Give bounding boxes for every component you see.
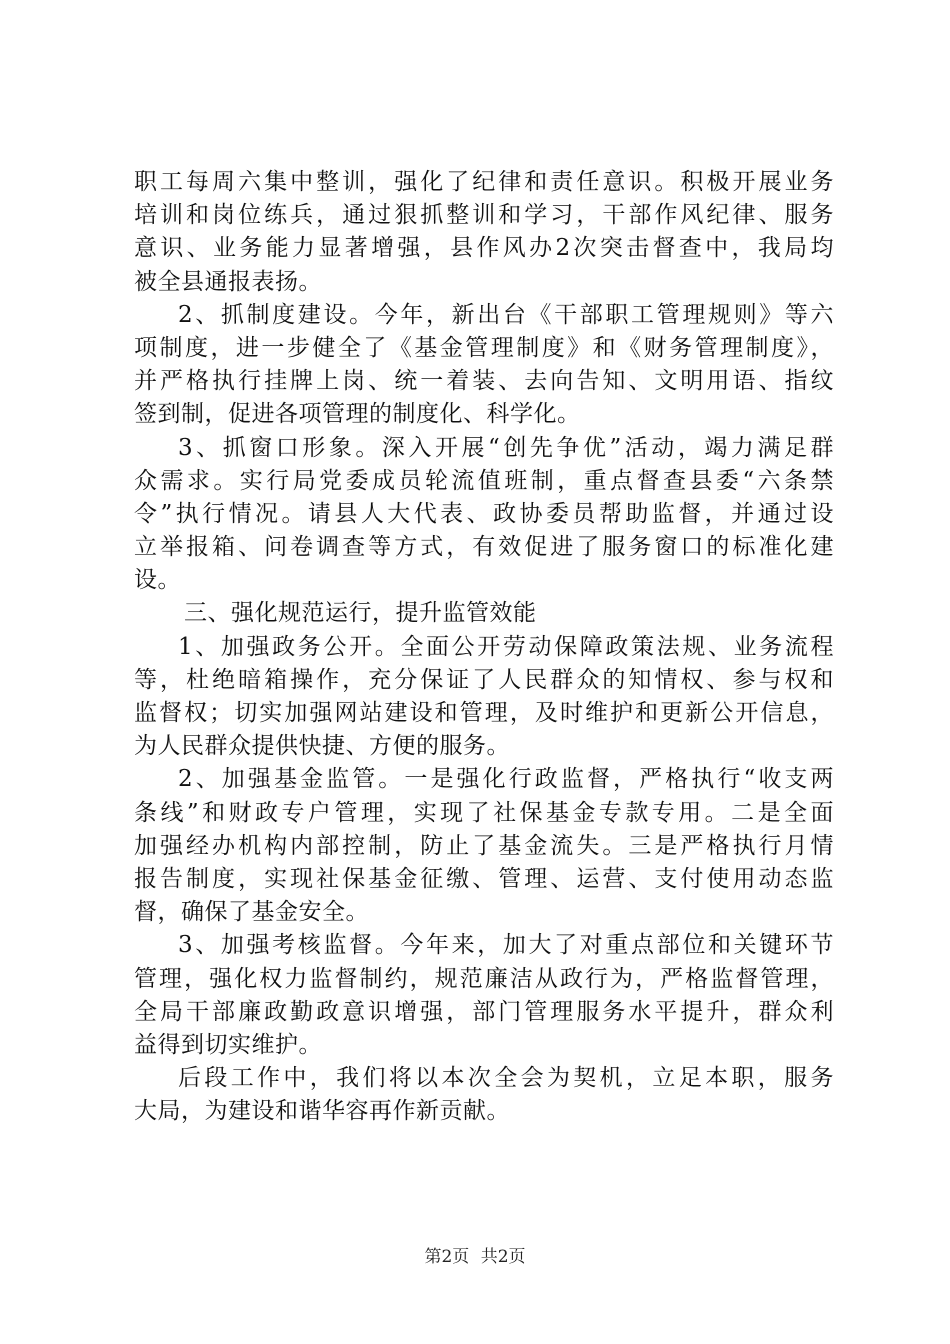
page-number: 第2页: [424, 1247, 470, 1267]
document-body: [134, 166, 834, 1128]
text-line: 培训和岗位练兵，通过狠抓整训和学习，干部作风纪律、服务: [134, 202, 834, 229]
text-line: 加强经办机构内部控制，防止了基金流失。三是严格执行月情: [134, 832, 834, 859]
text-line: 益得到切实维护。: [134, 1031, 322, 1058]
text-line: 职工每周六集中整训，强化了纪律和责任意识。积极开展业务: [134, 169, 834, 195]
text-line: 并严格执行挂牌上岗、统一着装、去向告知、文明用语、指纹: [134, 368, 834, 395]
page-footer: [0, 1242, 950, 1267]
text-line: 等，杜绝暗箱操作，充分保证了人民群众的知情权、参与权和: [134, 666, 834, 693]
text-line: 管理，强化权力监督制约，规范廉洁从政行为，严格监督管理，: [134, 965, 834, 992]
text-line: 被全县通报表扬。: [134, 268, 322, 295]
text-line: 2、抓制度建设。今年，新出台《干部职工管理规则》等六: [178, 301, 834, 328]
text-line: 众需求。实行局党委成员轮流值班制，重点督查县委“六条禁: [134, 467, 834, 494]
text-line: 督，确保了基金安全。: [134, 899, 369, 926]
text-line: 项制度，进一步健全了《基金管理制度》和《财务管理制度》，: [134, 334, 834, 361]
text-line: 3、加强考核监督。今年来，加大了对重点部位和关键环节: [178, 932, 834, 959]
text-line: 立举报箱、问卷调查等方式，有效促进了服务窗口的标准化建: [134, 534, 834, 561]
text-line: 监督权；切实加强网站建设和管理，及时维护和更新公开信息，: [134, 700, 834, 726]
page-total: 共2页: [480, 1247, 526, 1267]
text-line: 令”执行情况。请县人大代表、政协委员帮助监督，并通过设: [134, 500, 834, 527]
text-line: 为人民群众提供快捷、方便的服务。: [134, 733, 510, 760]
text-line: 签到制，促进各项管理的制度化、科学化。: [134, 401, 581, 428]
text-line: 条线”和财政专户管理，实现了社保基金专款专用。二是全面: [134, 799, 834, 826]
text-line: 意识、业务能力显著增强，县作风办2次突击督查中，我局均: [134, 235, 834, 262]
text-line: 设。: [134, 567, 181, 594]
text-line: 后段工作中，我们将以本次全会为契机，立足本职，服务: [178, 1065, 834, 1092]
text-line: 2、加强基金监管。一是强化行政监督，严格执行“收支两: [178, 766, 834, 793]
text-line: 三、强化规范运行，提升监管效能: [184, 600, 537, 627]
text-line: 全局干部廉政勤政意识增强，部门管理服务水平提升，群众利: [134, 998, 834, 1025]
text-line: 报告制度，实现社保基金征缴、管理、运营、支付使用动态监: [134, 865, 834, 892]
text-line: 3、抓窗口形象。深入开展“创先争优”活动，竭力满足群: [178, 434, 834, 461]
text-line: 大局，为建设和谐华容再作新贡献。: [134, 1098, 510, 1125]
text-line: 1、加强政务公开。全面公开劳动保障政策法规、业务流程: [178, 633, 834, 660]
